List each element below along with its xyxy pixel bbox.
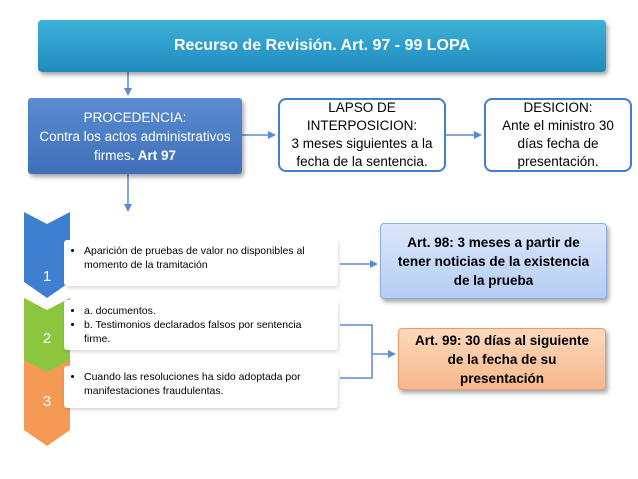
lapso-heading2: INTERPOSICION:: [306, 118, 418, 133]
step-3-number: 3: [42, 393, 52, 410]
art99-line3: presentación: [459, 370, 545, 386]
lapso-box: [278, 98, 446, 172]
lapso-text2: fecha de la sentencia.: [296, 154, 428, 169]
procedencia-heading: PROCEDENCIA:: [83, 109, 187, 125]
procedencia-line2: firmes. Art 97: [93, 147, 177, 163]
step-2-item-a: • a. documentos.: [84, 304, 330, 318]
desicion-text3: presentación.: [517, 154, 599, 169]
step-3-box: [64, 366, 338, 408]
art99-line1: Art. 99: 30 días al siguiente: [414, 332, 590, 348]
art98-line2: tener noticias de la existencia: [397, 253, 590, 269]
procedencia-line1: Contra los actos administrativos: [39, 128, 231, 144]
step-2-number: 2: [42, 330, 52, 347]
desicion-heading: DESICION:: [523, 100, 593, 115]
lapso-heading1: LAPSO DE: [328, 100, 396, 115]
art99-box: [398, 328, 606, 390]
step-2-item-b: • b. Testimonios declarados falsos por sentencia firme.: [84, 318, 330, 346]
art98-line1: Art. 98: 3 meses a partir de: [407, 234, 580, 250]
desicion-text2: días fecha de: [517, 136, 599, 151]
step-1-item: • Aparición de pruebas de valor no disponibles al momento de la tramitación: [84, 244, 330, 272]
diagram-title: [38, 20, 606, 72]
step-3-item: • Cuando las resoluciones ha sido adoptada por manifestaciones fraudulentas.: [84, 370, 330, 398]
procedencia-box: [28, 98, 242, 174]
lapso-text1: 3 meses siguientes a la: [291, 136, 433, 151]
desicion-text1: Ante el ministro 30: [502, 118, 614, 133]
step-2-box: [64, 300, 338, 350]
procedencia-article: . Art 97: [130, 147, 177, 163]
bracket-steps-2-3: [340, 325, 372, 378]
desicion-box: [484, 98, 632, 172]
art98-line3: de la prueba: [453, 272, 534, 288]
art98-box: [380, 223, 607, 299]
step-1-box: [64, 240, 338, 286]
title-text: Recurso de Revisión. Art. 97 - 99 LOPA: [173, 37, 471, 54]
step-1-number: 1: [42, 268, 52, 285]
art99-line2: de la fecha de su: [447, 351, 557, 367]
